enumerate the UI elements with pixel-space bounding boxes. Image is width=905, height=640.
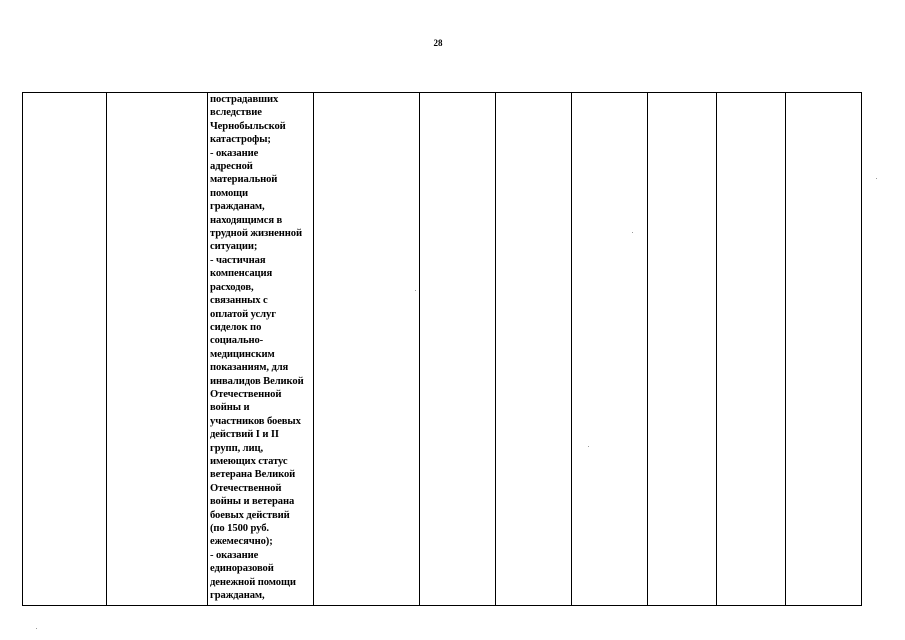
scan-speck [415,290,416,291]
table-row [23,93,862,606]
scan-speck [876,178,877,179]
table-cell-3 [208,93,314,606]
table-cell-6 [496,93,572,606]
table-cell-8 [648,93,717,606]
table-cell-1 [23,93,107,606]
page-number: 28 [433,38,443,48]
table-cell-2 [107,93,208,606]
table-cell-4 [314,93,420,606]
document-table [22,92,862,606]
scan-speck [36,628,37,629]
table-cell-10 [786,93,862,606]
table-cell-5 [420,93,496,606]
scan-speck [632,232,633,233]
table-cell-9 [717,93,786,606]
table-cell-7 [572,93,648,606]
scan-speck [588,446,589,447]
cell-text-3: пострадавших вследствие Чернобыльской катастрофы; - оказание адресной материальной помощи гражданам, находящимся в трудной жизненной ситуации; - частичная компенсация расходов, связанных с оплатой услуг сиделок по социально- медицинским показаниям, для инвалидов Великой Отечественной войны и участников боевых действий I и II групп, лиц, имеющих статус ветерана Великой Отечественной войны и ветерана боевых действий (по 1500 руб. ежемесячно); - оказание единоразовой денежной помощи гражданам, [210,94,304,602]
